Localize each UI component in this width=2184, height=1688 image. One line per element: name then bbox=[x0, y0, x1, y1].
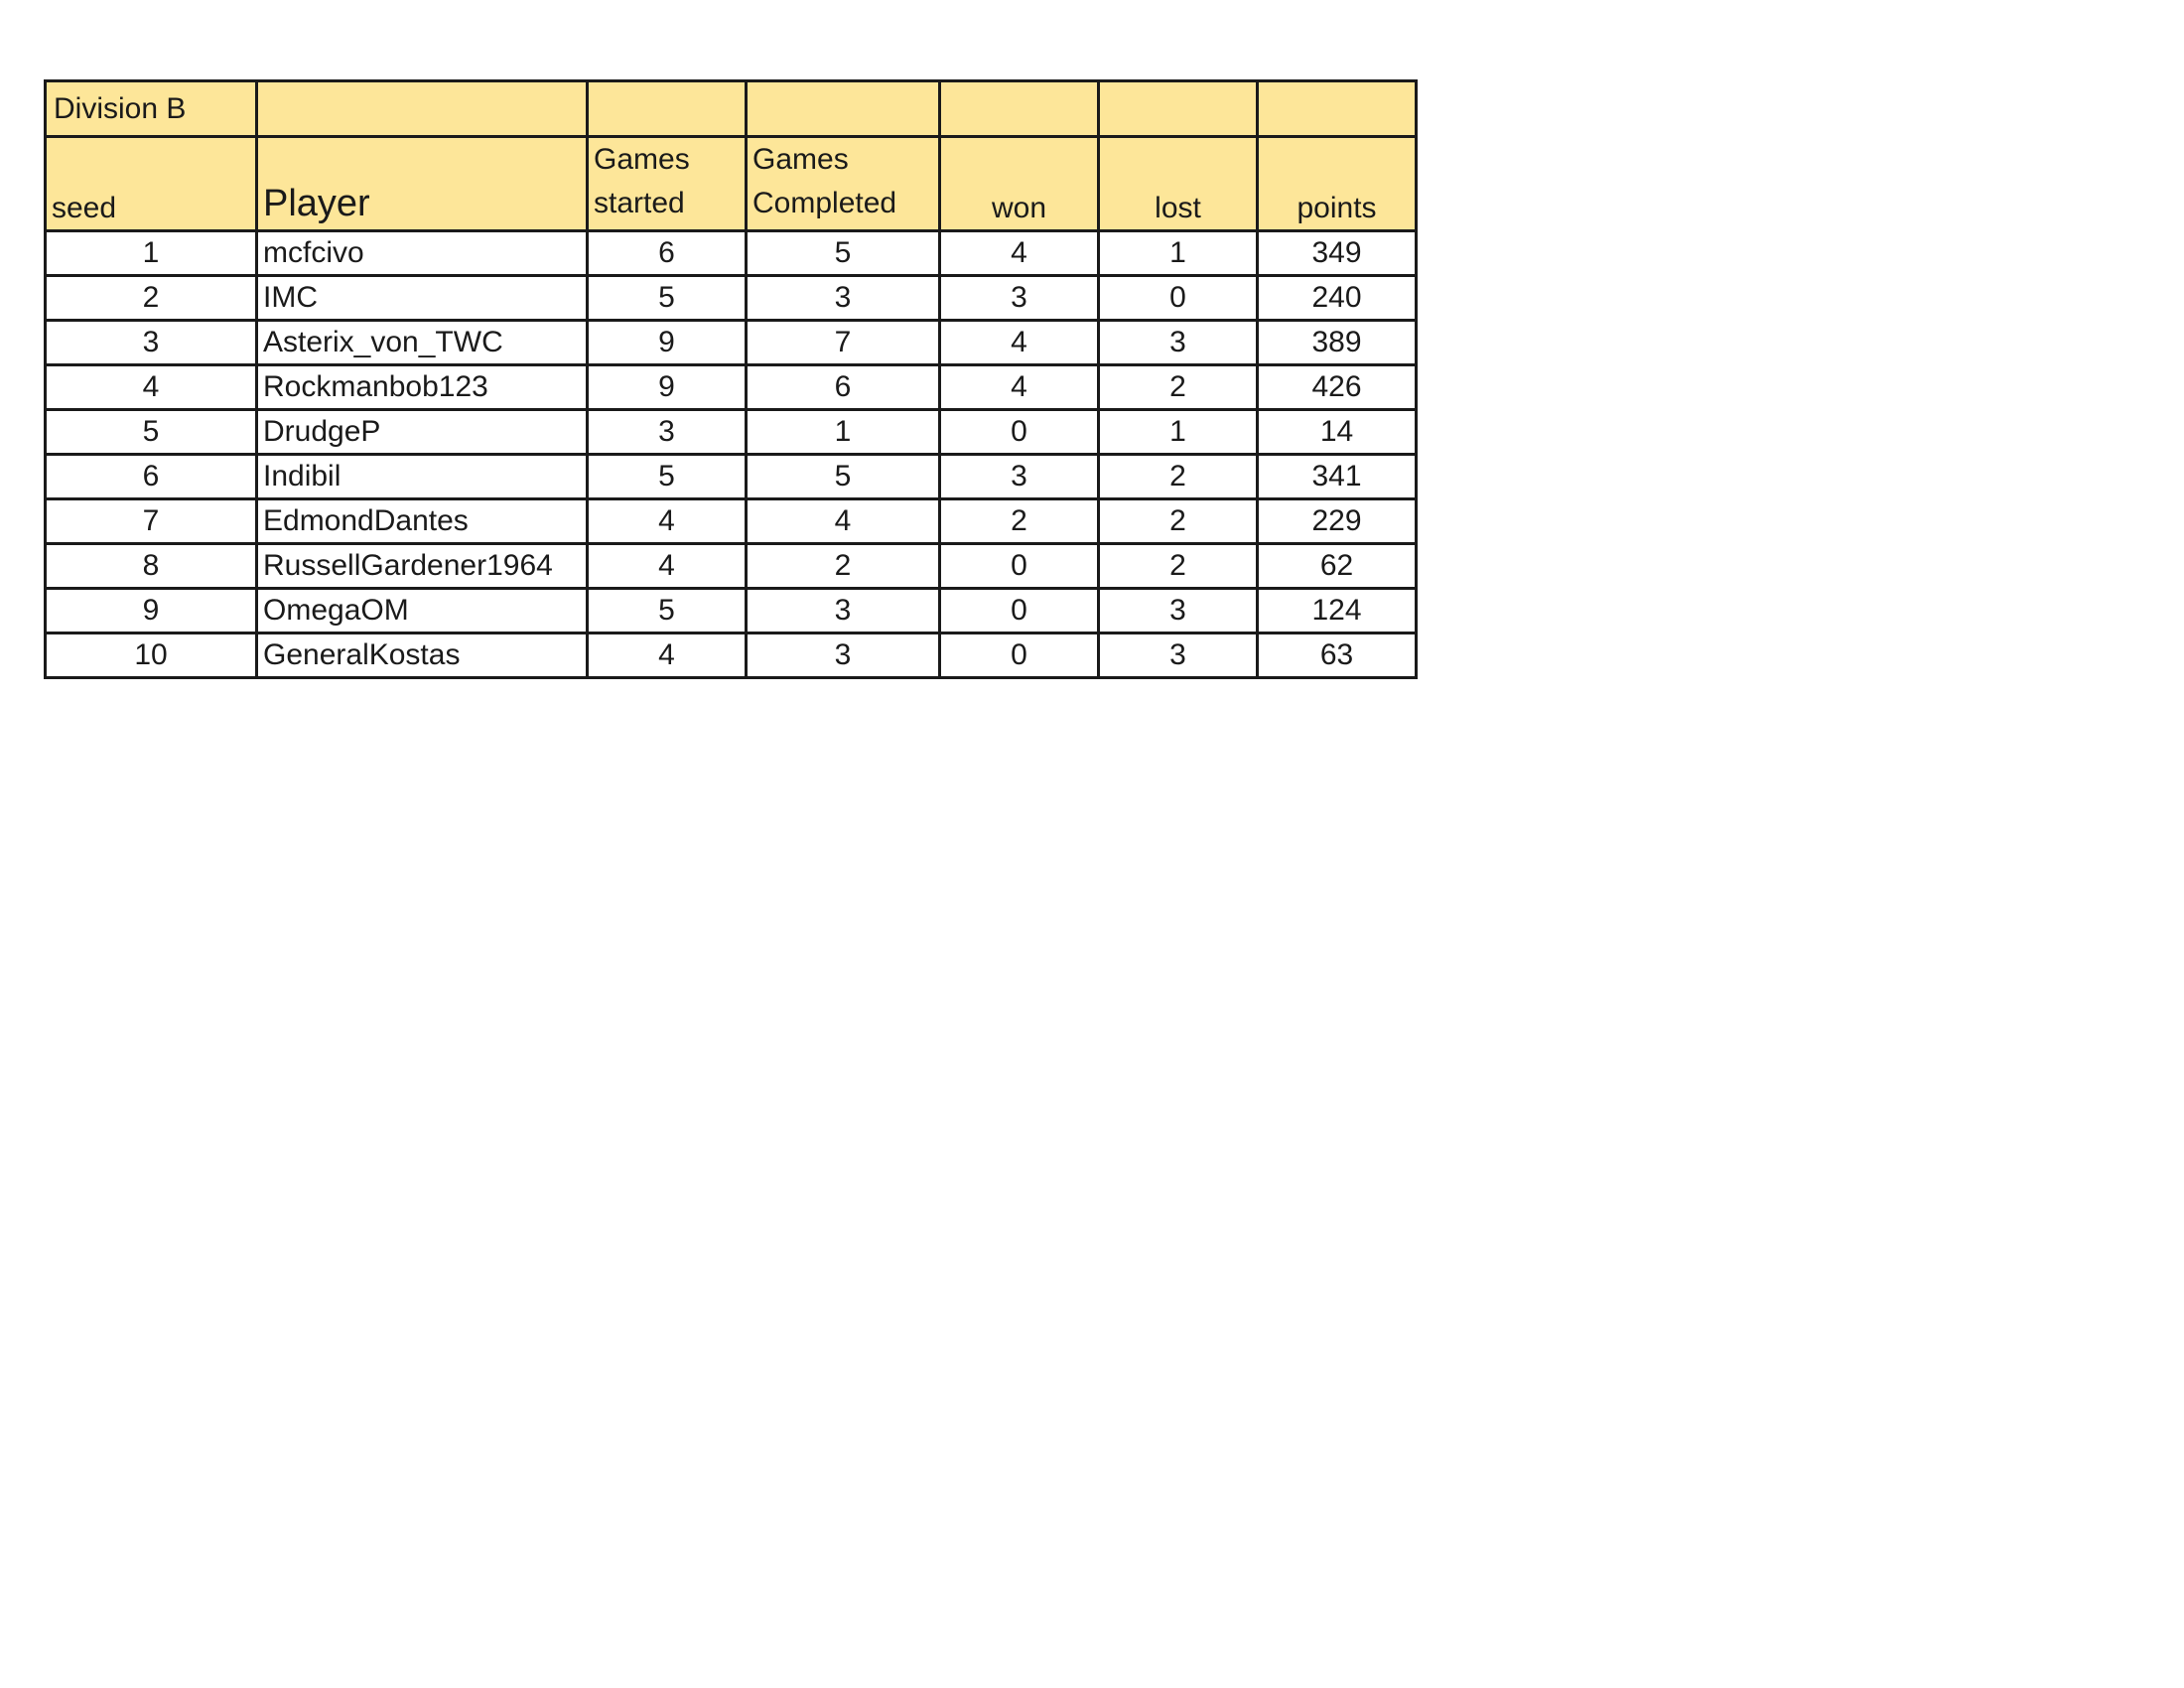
table-row bbox=[46, 365, 1417, 410]
games-started-cell: 4 bbox=[588, 633, 747, 678]
games-completed-cell: 3 bbox=[747, 589, 940, 633]
player-cell: RussellGardener1964 bbox=[257, 544, 588, 589]
won-cell: 4 bbox=[940, 365, 1099, 410]
seed-cell: 10 bbox=[46, 633, 257, 678]
table-row bbox=[46, 499, 1417, 544]
won-cell: 0 bbox=[940, 544, 1099, 589]
won-cell: 0 bbox=[940, 633, 1099, 678]
points-header: points bbox=[1258, 137, 1417, 231]
standings-table bbox=[44, 79, 1418, 679]
empty-header-cell bbox=[588, 81, 747, 137]
empty-header-cell bbox=[747, 81, 940, 137]
points-cell: 341 bbox=[1258, 455, 1417, 499]
lost-cell: 0 bbox=[1099, 276, 1258, 321]
games-completed-cell: 5 bbox=[747, 455, 940, 499]
games-started-cell: 6 bbox=[588, 231, 747, 276]
empty-header-cell bbox=[1099, 81, 1258, 137]
points-cell: 63 bbox=[1258, 633, 1417, 678]
won-cell: 2 bbox=[940, 499, 1099, 544]
seed-cell: 6 bbox=[46, 455, 257, 499]
player-cell: Indibil bbox=[257, 455, 588, 499]
games-completed-cell: 6 bbox=[747, 365, 940, 410]
games-started-cell: 4 bbox=[588, 499, 747, 544]
lost-cell: 3 bbox=[1099, 321, 1258, 365]
seed-cell: 2 bbox=[46, 276, 257, 321]
points-cell: 389 bbox=[1258, 321, 1417, 365]
lost-cell: 2 bbox=[1099, 544, 1258, 589]
won-cell: 3 bbox=[940, 276, 1099, 321]
games-started-cell: 5 bbox=[588, 455, 747, 499]
games-completed-header bbox=[747, 137, 940, 231]
won-cell: 4 bbox=[940, 321, 1099, 365]
games-completed-cell: 3 bbox=[747, 633, 940, 678]
table-row bbox=[46, 589, 1417, 633]
won-cell: 0 bbox=[940, 589, 1099, 633]
games-completed-cell: 2 bbox=[747, 544, 940, 589]
won-cell: 4 bbox=[940, 231, 1099, 276]
games-started-cell: 5 bbox=[588, 589, 747, 633]
table-row bbox=[46, 633, 1417, 678]
table-row bbox=[46, 410, 1417, 455]
empty-header-cell bbox=[1258, 81, 1417, 137]
seed-cell: 7 bbox=[46, 499, 257, 544]
games-completed-cell: 4 bbox=[747, 499, 940, 544]
won-cell: 3 bbox=[940, 455, 1099, 499]
column-header-row bbox=[46, 137, 1417, 231]
title-row bbox=[46, 81, 1417, 137]
division-title: Division B bbox=[46, 81, 257, 137]
table-row bbox=[46, 321, 1417, 365]
games-started-header-line1: Games bbox=[594, 143, 690, 176]
lost-header: lost bbox=[1099, 137, 1258, 231]
table-row bbox=[46, 544, 1417, 589]
games-started-cell: 9 bbox=[588, 321, 747, 365]
player-cell: OmegaOM bbox=[257, 589, 588, 633]
games-completed-cell: 5 bbox=[747, 231, 940, 276]
won-header: won bbox=[940, 137, 1099, 231]
player-cell: Rockmanbob123 bbox=[257, 365, 588, 410]
points-cell: 62 bbox=[1258, 544, 1417, 589]
lost-cell: 2 bbox=[1099, 365, 1258, 410]
table-row bbox=[46, 231, 1417, 276]
lost-cell: 2 bbox=[1099, 499, 1258, 544]
table-row bbox=[46, 455, 1417, 499]
points-cell: 349 bbox=[1258, 231, 1417, 276]
table-row bbox=[46, 276, 1417, 321]
games-started-cell: 4 bbox=[588, 544, 747, 589]
points-cell: 240 bbox=[1258, 276, 1417, 321]
seed-header: seed bbox=[46, 137, 257, 231]
player-cell: Asterix_von_TWC bbox=[257, 321, 588, 365]
games-completed-cell: 1 bbox=[747, 410, 940, 455]
games-started-cell: 3 bbox=[588, 410, 747, 455]
player-cell: DrudgeP bbox=[257, 410, 588, 455]
seed-cell: 5 bbox=[46, 410, 257, 455]
games-started-header bbox=[588, 137, 747, 231]
won-cell: 0 bbox=[940, 410, 1099, 455]
seed-cell: 3 bbox=[46, 321, 257, 365]
empty-header-cell bbox=[257, 81, 588, 137]
games-completed-cell: 7 bbox=[747, 321, 940, 365]
lost-cell: 1 bbox=[1099, 410, 1258, 455]
games-completed-cell: 3 bbox=[747, 276, 940, 321]
games-started-header-line2: started bbox=[594, 187, 685, 219]
points-cell: 426 bbox=[1258, 365, 1417, 410]
games-completed-header-line2: Completed bbox=[752, 187, 897, 219]
games-started-cell: 9 bbox=[588, 365, 747, 410]
player-cell: GeneralKostas bbox=[257, 633, 588, 678]
lost-cell: 2 bbox=[1099, 455, 1258, 499]
games-completed-header-line1: Games bbox=[752, 143, 849, 176]
seed-cell: 9 bbox=[46, 589, 257, 633]
player-cell: EdmondDantes bbox=[257, 499, 588, 544]
player-header: Player bbox=[257, 137, 588, 231]
seed-cell: 8 bbox=[46, 544, 257, 589]
lost-cell: 1 bbox=[1099, 231, 1258, 276]
empty-header-cell bbox=[940, 81, 1099, 137]
player-cell: IMC bbox=[257, 276, 588, 321]
points-cell: 124 bbox=[1258, 589, 1417, 633]
player-cell: mcfcivo bbox=[257, 231, 588, 276]
points-cell: 229 bbox=[1258, 499, 1417, 544]
points-cell: 14 bbox=[1258, 410, 1417, 455]
seed-cell: 1 bbox=[46, 231, 257, 276]
seed-cell: 4 bbox=[46, 365, 257, 410]
lost-cell: 3 bbox=[1099, 589, 1258, 633]
lost-cell: 3 bbox=[1099, 633, 1258, 678]
games-started-cell: 5 bbox=[588, 276, 747, 321]
